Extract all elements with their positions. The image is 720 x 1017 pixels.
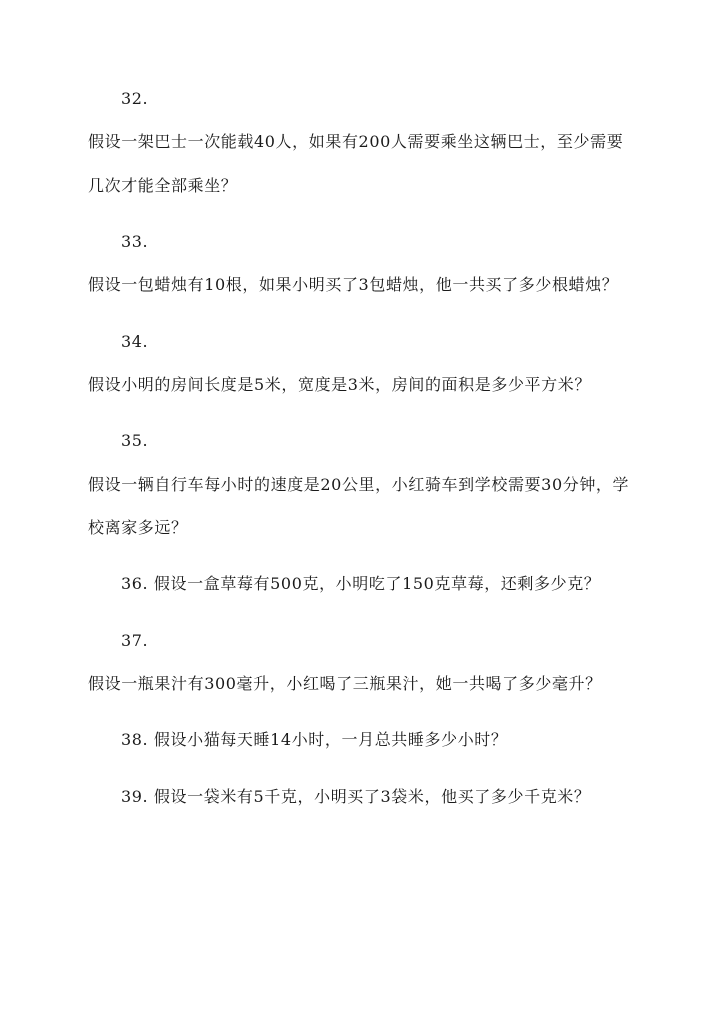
question-36-text: 36. 假设一盒草莓有500克，小明吃了150克草莓，还剩多少克？ bbox=[121, 574, 601, 593]
question-32-number: 32. bbox=[121, 89, 149, 108]
question-35-text-line-2: 校离家多远？ bbox=[88, 518, 188, 537]
question-33-text-line-1: 假设一包蜡烛有10根，如果小明买了3包蜡烛，他一共买了多少根蜡烛？ bbox=[88, 275, 619, 294]
question-37-text-line-1: 假设一瓶果汁有300毫升，小红喝了三瓶果汁，她一共喝了多少毫升？ bbox=[88, 674, 602, 693]
question-37-number: 37. bbox=[121, 631, 149, 650]
question-35-number: 35. bbox=[121, 431, 149, 450]
question-33-number: 33. bbox=[121, 232, 149, 251]
question-38-text: 38. 假设小猫每天睡14小时，一月总共睡多少小时？ bbox=[121, 730, 508, 749]
question-35-text-line-1: 假设一辆自行车每小时的速度是20公里，小红骑车到学校需要30分钟，学 bbox=[88, 475, 630, 494]
question-32-text-line-1: 假设一架巴士一次能载40人，如果有200人需要乘坐这辆巴士，至少需要 bbox=[88, 132, 624, 151]
question-34-text-line-1: 假设小明的房间长度是5米，宽度是3米，房间的面积是多少平方米？ bbox=[88, 375, 591, 394]
question-32-text-line-2: 几次才能全部乘坐？ bbox=[88, 176, 238, 195]
question-39-text: 39. 假设一袋米有5千克，小明买了3袋米，他买了多少千克米？ bbox=[121, 787, 591, 806]
question-34-number: 34. bbox=[121, 332, 149, 351]
